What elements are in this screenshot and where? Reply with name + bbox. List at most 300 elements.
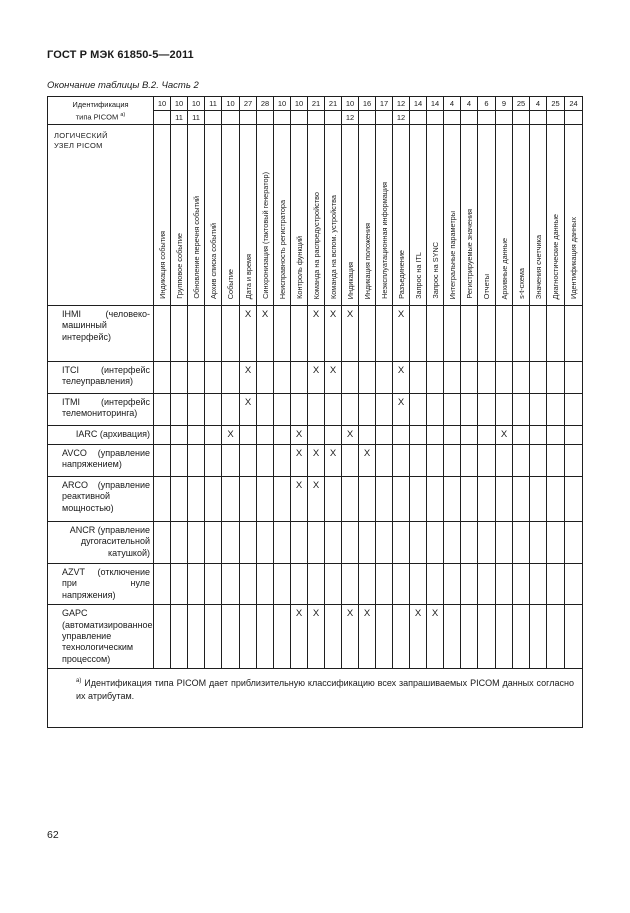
column-code: 4 [461,97,478,111]
mark-cell [257,477,274,522]
mark-cell [496,445,513,477]
mark-cell: X [359,605,376,669]
column-code: 6 [478,97,496,111]
mark-cell [393,426,410,445]
mark-cell [461,306,478,362]
column-label: Индикация события [157,231,167,299]
mark-cell [205,564,222,605]
column-label: Команда на вспом. устройства [328,195,338,299]
mark-cell [444,522,461,564]
mark-cell [393,564,410,605]
picom-type-label-line2: типа PICOM [75,112,119,122]
table-row [48,306,583,362]
column-subcode [427,111,444,125]
column-code: 10 [188,97,205,111]
mark-cell [222,362,240,394]
mark-cell [291,394,308,426]
table-row [48,605,583,669]
mark-cell [188,564,205,605]
logical-node-label-line1: ЛОГИЧЕСКИЙ [54,131,108,140]
picom-table [47,96,583,728]
column-label: Архив списка событий [208,223,218,299]
column-header [359,125,376,306]
mark-cell [565,426,583,445]
picom-type-label-line1: Идентификация [72,99,129,109]
mark-cell [478,426,496,445]
mark-cell [154,426,171,445]
mark-cell [274,306,291,362]
mark-cell [308,564,325,605]
mark-cell [530,605,547,669]
mark-cell [376,477,393,522]
column-code: 16 [359,97,376,111]
column-subcode [359,111,376,125]
mark-cell [308,426,325,445]
mark-cell [257,362,274,394]
mark-cell [530,426,547,445]
mark-cell [461,394,478,426]
column-header [547,125,565,306]
mark-cell [530,564,547,605]
mark-cell [427,522,444,564]
mark-cell [444,362,461,394]
mark-cell [171,426,188,445]
column-header [222,125,240,306]
mark-cell [291,306,308,362]
mark-cell [444,394,461,426]
mark-cell [222,564,240,605]
logical-node-label-line2: УЗЕЛ PICOM [54,141,103,150]
mark-cell [342,445,359,477]
mark-cell [188,394,205,426]
mark-cell [565,445,583,477]
mark-cell [274,477,291,522]
footnote-row [48,669,583,728]
column-subcode [565,111,583,125]
column-code: 10 [171,97,188,111]
mark-cell [376,394,393,426]
column-header [565,125,583,306]
logical-node-name: ARCO (управление реактивной мощностью) [48,477,154,522]
column-label: Отчеты [482,273,491,299]
mark-cell [222,477,240,522]
table-row [48,394,583,426]
mark-cell: X [291,426,308,445]
mark-cell [461,445,478,477]
mark-cell: X [342,605,359,669]
mark-cell [188,605,205,669]
mark-cell [325,522,342,564]
mark-cell [478,605,496,669]
mark-cell [513,564,530,605]
column-label: Контроль функций [294,236,304,299]
mark-cell [530,306,547,362]
mark-cell [461,564,478,605]
mark-cell [444,426,461,445]
column-label: Запрос на SYNC [430,242,440,299]
column-header [274,125,291,306]
column-label: Значения счетчика [533,234,543,299]
mark-cell [274,362,291,394]
table-row [48,445,583,477]
mark-cell [171,605,188,669]
mark-cell [410,522,427,564]
mark-cell [325,564,342,605]
mark-cell [240,477,257,522]
column-subcode [308,111,325,125]
mark-cell [547,306,565,362]
mark-cell [530,394,547,426]
mark-cell [274,394,291,426]
footnote-marker: a) [76,678,82,685]
mark-cell: X [342,426,359,445]
column-header [240,125,257,306]
footnote-text: Идентификация типа PICOM дает приблизительную классификацию всех запрашиваемых PICOM данных согласно их атрибутам. [76,678,574,701]
mark-cell [427,564,444,605]
column-subcode: 12 [393,111,410,125]
mark-cell [257,605,274,669]
table-row [48,564,583,605]
footnote [48,669,583,728]
mark-cell [154,362,171,394]
mark-cell [547,477,565,522]
mark-cell [513,426,530,445]
column-label: Архивные данные [499,237,509,299]
mark-cell: X [427,605,444,669]
mark-cell [342,362,359,394]
mark-cell [240,426,257,445]
mark-cell [376,564,393,605]
logical-node-name: IARC (архивация) [48,426,154,445]
mark-cell [240,564,257,605]
column-code: 10 [222,97,240,111]
column-code: 25 [547,97,565,111]
table-row [48,477,583,522]
column-subcode [478,111,496,125]
mark-cell: X [496,426,513,445]
column-code: 9 [496,97,513,111]
mark-cell [308,522,325,564]
mark-cell [496,362,513,394]
column-subcode: 11 [188,111,205,125]
mark-cell [376,426,393,445]
mark-cell [513,445,530,477]
mark-cell [444,306,461,362]
mark-cell [291,564,308,605]
logical-node-name: GAPC (автоматизированное управление технологическим процессом) [48,605,154,669]
mark-cell [291,522,308,564]
column-label: Обновление перечня событий [191,196,201,299]
mark-cell [393,522,410,564]
column-header [291,125,308,306]
mark-cell [342,477,359,522]
mark-cell [154,306,171,362]
mark-cell [461,522,478,564]
logical-node-name: ANCR (управление дугогасительной катушкой) [48,522,154,564]
mark-cell [257,394,274,426]
table-row [48,362,583,394]
mark-cell [513,362,530,394]
column-subcode [547,111,565,125]
mark-cell [427,426,444,445]
mark-cell [376,605,393,669]
mark-cell [410,477,427,522]
mark-cell [359,477,376,522]
mark-cell [205,445,222,477]
mark-cell [547,362,565,394]
column-subcode [410,111,427,125]
mark-cell: X [325,306,342,362]
column-code: 17 [376,97,393,111]
table-row [48,522,583,564]
logical-node-header [48,125,154,306]
mark-cell [359,426,376,445]
column-header [496,125,513,306]
mark-cell [427,477,444,522]
mark-cell [188,477,205,522]
mark-cell [496,564,513,605]
column-label: Синхронизация (тактовый генератор) [260,172,270,299]
mark-cell [478,362,496,394]
column-code: 14 [427,97,444,111]
mark-cell [171,564,188,605]
mark-cell [308,394,325,426]
mark-cell [325,394,342,426]
mark-cell [496,394,513,426]
mark-cell [461,477,478,522]
mark-cell: X [325,445,342,477]
mark-cell [496,306,513,362]
mark-cell [171,362,188,394]
column-subcode [513,111,530,125]
column-code: 28 [257,97,274,111]
column-subcode [496,111,513,125]
mark-cell [171,477,188,522]
mark-cell [205,362,222,394]
mark-cell [513,306,530,362]
mark-cell [410,394,427,426]
mark-cell [565,362,583,394]
mark-cell [427,362,444,394]
column-subcode [274,111,291,125]
mark-cell [427,445,444,477]
column-label: Разъединение [396,250,406,299]
mark-cell: X [308,445,325,477]
mark-cell [547,426,565,445]
column-label: Индикация [345,261,355,299]
column-header [171,125,188,306]
mark-cell [427,306,444,362]
mark-cell [496,605,513,669]
mark-cell [376,362,393,394]
column-code: 10 [274,97,291,111]
column-code: 11 [205,97,222,111]
mark-cell [257,445,274,477]
mark-cell [565,306,583,362]
mark-cell [444,564,461,605]
mark-cell [274,445,291,477]
mark-cell [359,522,376,564]
mark-cell [478,394,496,426]
footnote-marker: a) [120,111,126,118]
mark-cell [274,605,291,669]
mark-cell [376,306,393,362]
mark-cell [257,564,274,605]
column-label: Команда на распредустройство [311,191,321,299]
mark-cell [513,394,530,426]
column-subcode [205,111,222,125]
mark-cell [478,445,496,477]
mark-cell: X [308,306,325,362]
column-header [427,125,444,306]
mark-cell [257,522,274,564]
column-label: Групповое событие [174,233,184,299]
column-header [257,125,274,306]
column-code: 14 [410,97,427,111]
mark-cell [205,477,222,522]
picom-type-header [48,97,154,125]
mark-cell: X [240,306,257,362]
mark-cell [171,306,188,362]
mark-cell [478,564,496,605]
column-label: Запрос на ITL [413,252,423,299]
mark-cell [565,522,583,564]
column-label: Неэксплуатационная информация [379,182,389,299]
mark-cell [240,522,257,564]
mark-cell [291,362,308,394]
mark-cell [393,477,410,522]
column-header [530,125,547,306]
column-header [205,125,222,306]
mark-cell [565,394,583,426]
column-subcode [461,111,478,125]
mark-cell [342,564,359,605]
mark-cell [565,564,583,605]
column-label: Событие [226,268,235,299]
mark-cell: X [308,477,325,522]
column-header [478,125,496,306]
mark-cell [240,445,257,477]
logical-node-name: AVCO (управление напряжением) [48,445,154,477]
mark-cell [547,445,565,477]
column-subcode [154,111,171,125]
mark-cell [478,306,496,362]
mark-cell [274,522,291,564]
mark-cell [496,522,513,564]
mark-cell [547,564,565,605]
column-code: 25 [513,97,530,111]
mark-cell [359,362,376,394]
column-header [308,125,325,306]
mark-cell [376,445,393,477]
mark-cell [547,605,565,669]
mark-cell [461,426,478,445]
mark-cell [410,362,427,394]
mark-cell [154,605,171,669]
logical-node-name: ITCI (интерфейс телеуправления) [48,362,154,394]
mark-cell [205,306,222,362]
mark-cell [565,477,583,522]
mark-cell [393,605,410,669]
mark-cell [410,445,427,477]
column-header [325,125,342,306]
mark-cell [154,564,171,605]
mark-cell: X [222,426,240,445]
mark-cell [342,394,359,426]
column-label: Индикация положения [362,222,372,299]
mark-cell [188,445,205,477]
column-header [410,125,427,306]
mark-cell [359,394,376,426]
mark-cell [325,426,342,445]
mark-cell [478,477,496,522]
column-label: Диагностические данные [551,213,560,299]
mark-cell [444,477,461,522]
mark-cell [496,477,513,522]
mark-cell [205,605,222,669]
column-header [461,125,478,306]
column-subcode: 12 [342,111,359,125]
mark-cell: X [410,605,427,669]
column-label: s-t-схема [516,268,526,299]
mark-cell [222,522,240,564]
document-header: ГОСТ Р МЭК 61850-5—2011 [47,49,194,61]
mark-cell [547,394,565,426]
column-code: 10 [291,97,308,111]
column-header [444,125,461,306]
column-subcode: 11 [171,111,188,125]
mark-cell [513,477,530,522]
column-subcode [291,111,308,125]
column-header [188,125,205,306]
mark-cell [188,522,205,564]
mark-cell [359,564,376,605]
mark-cell [513,605,530,669]
logical-node-name: ITMI (интерфейс телемониторинга) [48,394,154,426]
mark-cell [274,426,291,445]
mark-cell [222,306,240,362]
column-subcode [530,111,547,125]
mark-cell [530,522,547,564]
column-code: 21 [325,97,342,111]
mark-cell [222,445,240,477]
mark-cell [444,445,461,477]
mark-cell [565,605,583,669]
column-code: 4 [444,97,461,111]
mark-cell [393,445,410,477]
mark-cell: X [308,605,325,669]
column-code: 21 [308,97,325,111]
mark-cell [410,426,427,445]
mark-cell: X [291,605,308,669]
mark-cell [478,522,496,564]
mark-cell: X [308,362,325,394]
mark-cell [461,362,478,394]
column-label: Идентификация данных [569,216,578,299]
label-row [48,125,583,306]
column-header [342,125,359,306]
mark-cell: X [342,306,359,362]
mark-cell [342,522,359,564]
mark-cell [530,477,547,522]
mark-cell [205,522,222,564]
mark-cell: X [240,394,257,426]
column-subcode [240,111,257,125]
mark-cell [154,522,171,564]
mark-cell [461,605,478,669]
mark-cell: X [393,362,410,394]
mark-cell [530,362,547,394]
